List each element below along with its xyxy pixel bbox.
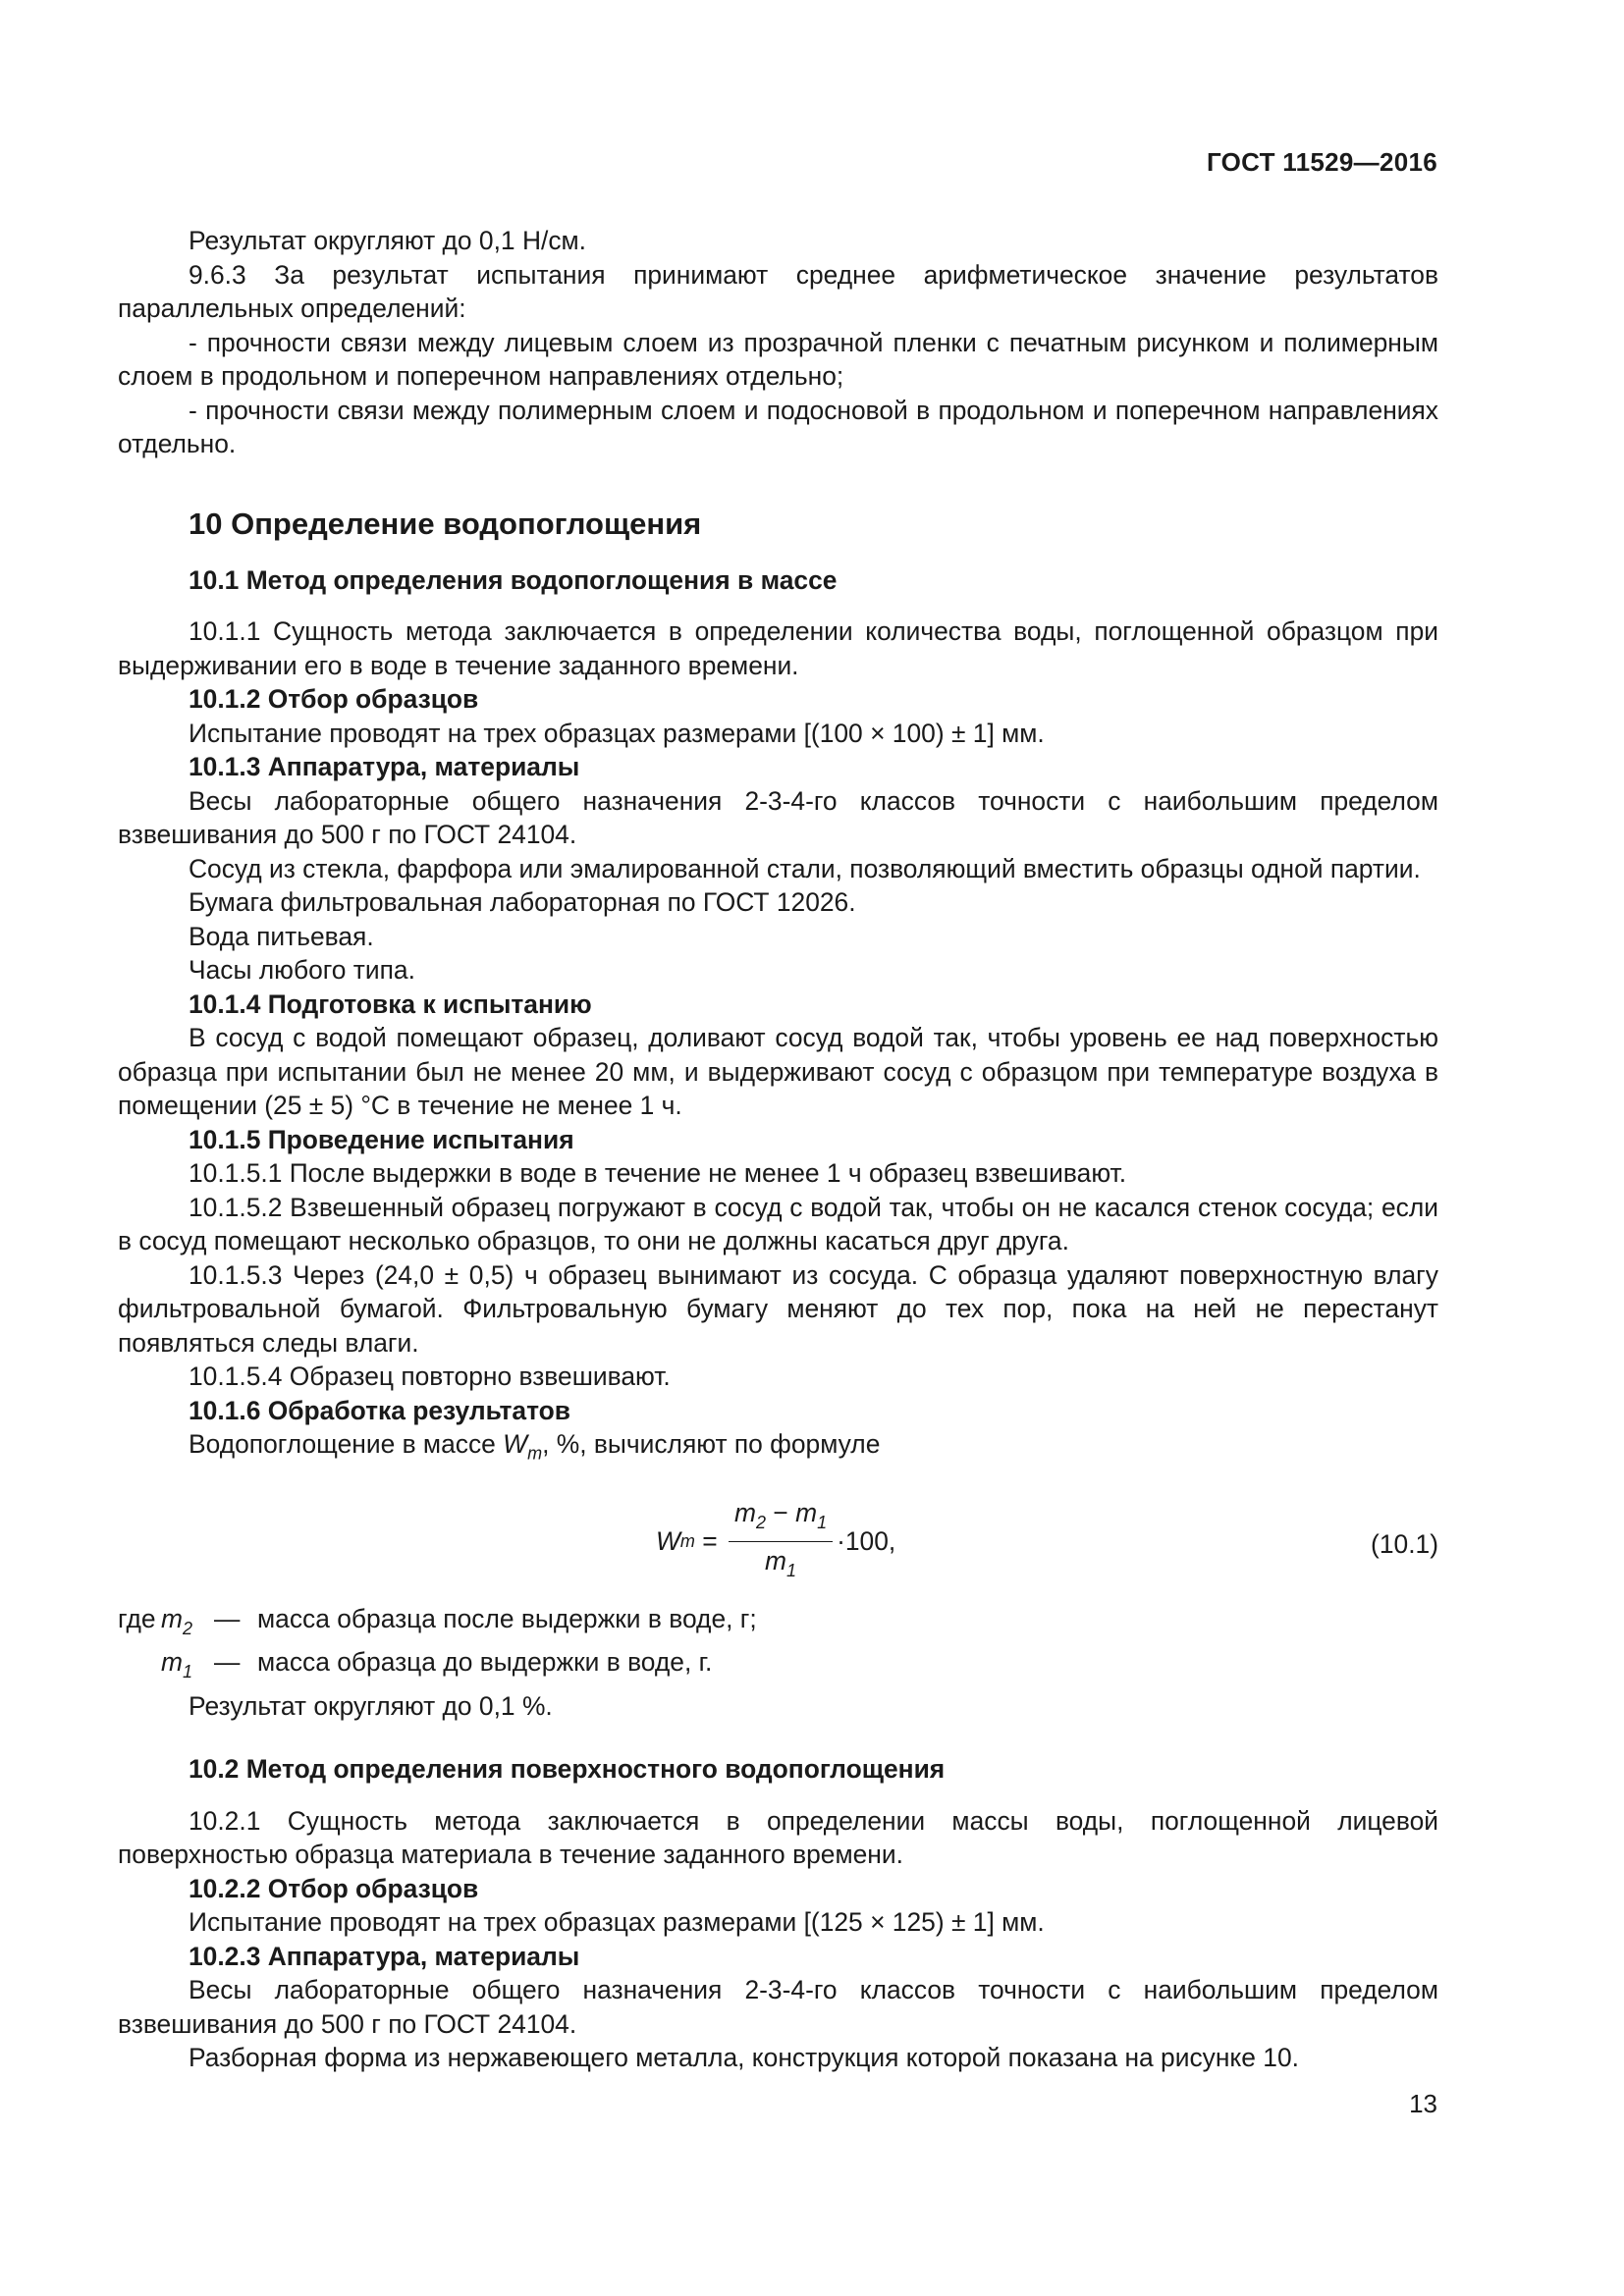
paragraph: Результат округляют до 0,1 %. <box>189 1690 553 1721</box>
numerator-term-a: m <box>734 1497 756 1527</box>
formula-lhs-subscript: m <box>679 1531 695 1552</box>
where-dash: — <box>214 1603 241 1633</box>
clause-heading: 10.2.2 Отбор образцов <box>189 1873 479 1903</box>
paragraph: Сосуд из стекла, фарфора или эмалированной стали, позволяющий вместить образцы одной партии. <box>189 853 1421 883</box>
formula-number: (10.1) <box>1371 1528 1438 1559</box>
paragraph: В сосуд с водой помещают образец, доливают сосуд водой так, чтобы уровень ее над поверхностью образца при испытании был не менее 20 мм, и выдерживают сосуд с образцом при температуре воздуха в помещении (25 ± 5) °С в течение не менее 1 ч. <box>118 1023 1438 1120</box>
fraction-denominator <box>765 1542 796 1585</box>
paragraph: Часы любого типа. <box>189 955 415 985</box>
formula-equals: = <box>694 1526 725 1557</box>
page-number: 13 <box>1409 2089 1437 2118</box>
document-body <box>118 224 1438 2075</box>
numerator-term-b: m <box>795 1497 818 1527</box>
symbol-subscript: 1 <box>182 1662 192 1682</box>
symbol-letter: m <box>161 1603 183 1633</box>
formula-block <box>118 1488 1438 1590</box>
paragraph: Разборная форма из нержавеющего металла, конструкция которой показана на рисунке 10. <box>189 2043 1299 2073</box>
paragraph: Результат округляют до 0,1 Н/см. <box>189 226 587 255</box>
text-run: Водопоглощение в массе <box>189 1429 504 1459</box>
clause-heading: 10.1.2 Отбор образцов <box>189 684 479 714</box>
paragraph: 10.1.1 Сущность метода заключается в определении количества воды, поглощенной образцом при выдерживании его в воде в течение заданного времени. <box>118 616 1438 680</box>
clause-heading: 10.1.3 Аппаратура, материалы <box>189 752 580 781</box>
symbol-subscript: 2 <box>182 1618 192 1638</box>
clause-heading: 10.1.6 Обработка результатов <box>189 1395 571 1425</box>
where-symbol-m2 <box>161 1602 214 1646</box>
where-dash: — <box>214 1647 241 1678</box>
subscript-text: m <box>527 1443 543 1464</box>
where-word: где <box>118 1603 156 1633</box>
paragraph: 10.1.5.4 Образец повторно взвешивают. <box>189 1362 671 1391</box>
formula-lhs: W <box>656 1526 680 1557</box>
formula <box>656 1498 895 1585</box>
list-item: - прочности связи между лицевым слоем из прозрачной пленки с печатным рисунком и полимерным слоем в продольном и поперечном направлениях отдельно; <box>118 327 1438 391</box>
paragraph <box>118 1427 1438 1470</box>
paragraph: 10.2.1 Сущность метода заключается в определении массы воды, поглощенной лицевой поверхностью образца материала в течение заданного времени. <box>118 1805 1438 1870</box>
clause-heading: 10.2.3 Аппаратура, материалы <box>189 1941 580 1971</box>
paragraph: 10.1.5.2 Взвешенный образец погружают в сосуд с водой так, чтобы он не касался стенок сосуда; если в сосуд помещают несколько образцов, то они не должны касаться друг друга. <box>118 1192 1438 1255</box>
paragraph: Весы лабораторные общего назначения 2-3-4-го классов точности с наибольшим пределом взвешивания до 500 г по ГОСТ 24104. <box>118 785 1438 849</box>
where-line-m2 <box>118 1602 1438 1646</box>
symbol-letter: m <box>161 1647 183 1678</box>
paragraph: 10.1.5.1 После выдержки в воде в течение не менее 1 ч образец взвешивают. <box>189 1158 1127 1188</box>
list-item: - прочности связи между полимерным слоем и подосновой в продольном и поперечном направлениях отдельно. <box>118 395 1438 458</box>
formula-tail: ·100, <box>837 1526 896 1557</box>
text-run: , %, вычисляют по формуле <box>542 1429 881 1459</box>
where-symbol-m1 <box>161 1645 214 1689</box>
paragraph: Бумага фильтровальная лабораторная по ГОСТ 12026. <box>189 887 856 917</box>
where-description: масса образца до выдержки в воде, г. <box>257 1647 713 1678</box>
paragraph: 9.6.3 За результат испытания принимают среднее арифметическое значение результатов параллельных определений: <box>118 259 1438 323</box>
subsection-heading: 10.2 Метод определения поверхностного водопоглощения <box>189 1754 946 1785</box>
paragraph: Испытание проводят на трех образцах размерами [(100 × 100) ± 1] мм. <box>189 718 1045 748</box>
denominator-term: m <box>765 1545 787 1575</box>
where-line-m1 <box>118 1645 1438 1689</box>
paragraph: 10.1.5.3 Через (24,0 ± 0,5) ч образец вынимают из сосуда. С образца удаляют поверхностную влагу фильтровальной бумагой. Фильтровальную бумагу меняют до тех пор, пока на ней не перестанут появляться следы влаги. <box>118 1259 1438 1358</box>
where-indent <box>118 1645 161 1689</box>
section-heading: 10 Определение водопоглощения <box>189 506 702 541</box>
where-description: масса образца после выдержки в воде, г; <box>257 1603 757 1633</box>
variable-w: W <box>503 1429 528 1459</box>
variable-subscript <box>527 1443 542 1463</box>
numerator-term-a-subscript: 2 <box>755 1512 766 1532</box>
formula-fraction <box>729 1498 833 1585</box>
clause-heading: 10.1.5 Проведение испытания <box>189 1124 574 1154</box>
clause-heading: 10.1.4 Подготовка к испытанию <box>189 988 592 1019</box>
numerator-operator: − <box>766 1497 796 1527</box>
denominator-term-subscript: 1 <box>786 1560 797 1580</box>
document-code: ГОСТ 11529—2016 <box>1206 147 1437 177</box>
paragraph: Испытание проводят на трех образцах размерами [(125 × 125) ± 1] мм. <box>189 1907 1045 1938</box>
numerator-term-b-subscript: 1 <box>817 1512 828 1532</box>
paragraph: Весы лабораторные общего назначения 2-3-4-го классов точности с наибольшим пределом взвешивания до 500 г по ГОСТ 24104. <box>118 1975 1438 2039</box>
fraction-numerator <box>729 1498 833 1542</box>
subsection-heading: 10.1 Метод определения водопоглощения в массе <box>189 564 838 595</box>
paragraph: Вода питьевая. <box>189 921 374 951</box>
